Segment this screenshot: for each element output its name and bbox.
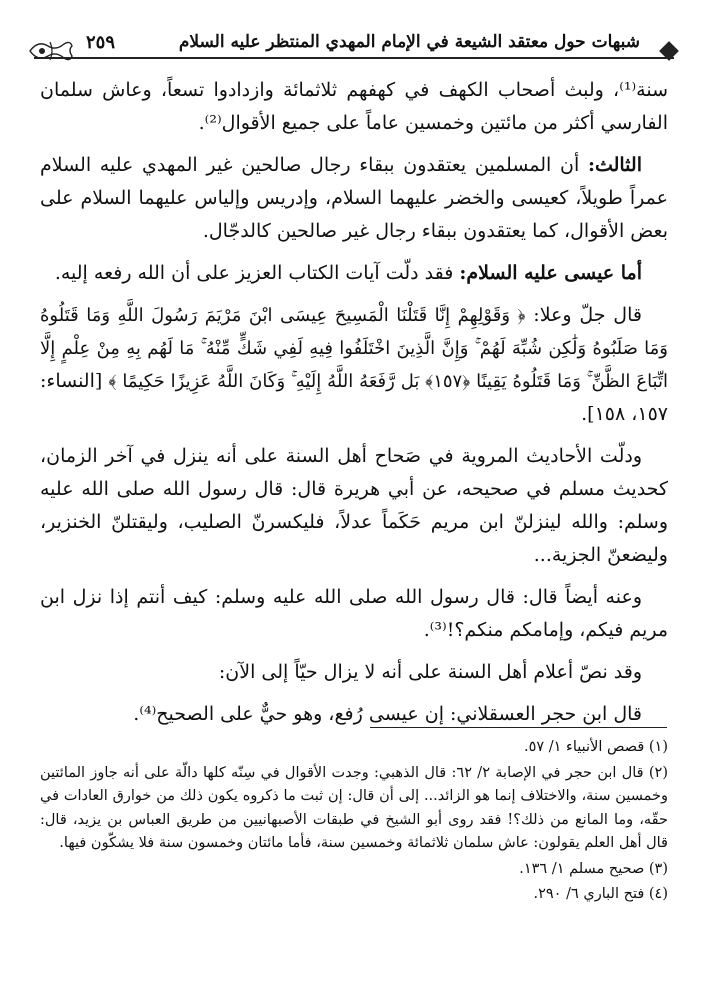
footnote-2: (٢) قال ابن حجر في الإصابة ٢/ ٦٢: قال الذهبي: وجدت الأقوال في سِنّه كلها دالّة على أنه جاوز المائتين وخمسين سنة، والاختلاف إنما هو الزائد... إلى أن قال: إن ثبت ما ذكروه يكون ذلك من خوارق العادات في حقّه، وما المانع من ذلك؟! فقد روى أبو الشيخ في طبقات الأصبهانيين من طريق العباس بن يزيد، قال: قال أهل العلم يقولون: عاش سلمان ثلاثمائة وخمسين سنة، فأما مائتان وخمسون سنة فلا يشكّون فيها.	[40, 764, 669, 851]
page-number: ٢٥٩	[86, 32, 116, 53]
paragraph-7: وقد نصّ أعلام أهل السنة على أنه لا يزال حيّاً إلى الآن:	[218, 661, 642, 683]
paragraph-8: قال ابن حجر العسقلاني: إن عيسى رُفع، وهو حيٌّ على الصحيح⁽⁴⁾.	[133, 703, 642, 725]
quran-reference: [النساء: ١٥٧، ١٥٨].	[40, 370, 668, 425]
paragraph-3-label: أما عيسى عليه السلام:	[459, 262, 642, 284]
paragraph-2-label: الثالث:	[587, 154, 642, 176]
paragraph-5: ودلّت الأحاديث المروية في صَحاح أهل السنة على أنه ينزل في آخر الزمان، كحديث مسلم في صحيحه، عن أبي هريرة قال: قال رسول الله صلى الله عليه وسلم: والله لينزلنّ ابن مريم حَكَماً عدلاً، فليكسرنّ الصليب، وليقتلنّ الخنزير، وليضعنّ الجزية...	[40, 445, 668, 566]
paragraph-6: وعنه أيضاً قال: قال رسول الله صلى الله عليه وسلم: كيف أنتم إذا نزل ابن مريم فيكم، وإمامكم منكم؟!⁽³⁾.	[40, 586, 668, 641]
header-rule	[34, 57, 674, 59]
paragraph-4	[40, 299, 668, 431]
footnote-3: (٣) صحيح مسلم ١/ ١٣٦.	[519, 860, 668, 877]
running-header	[34, 30, 674, 64]
floral-ornament-icon	[28, 36, 74, 66]
header-title: شبهات حول معتقد الشيعة في الإمام المهدي المنتظر عليه السلام	[178, 32, 640, 52]
paragraph-2-text: أن المسلمين يعتقدون ببقاء رجال صالحين غير المهدي عليه السلام عمراً طويلاً، كعيسى والخضر عليهما السلام، وإدريس وإلياس عليهما السلام على بعض الأقوال، كما يعتقدون ببقاء رجال غير صالحين كالدجّال.	[40, 154, 668, 242]
footnote-separator	[370, 727, 667, 728]
paragraph-2	[40, 149, 668, 248]
main-text	[40, 74, 668, 740]
footnote-4: (٤) فتح الباري ٦/ ٢٩٠.	[533, 886, 668, 902]
quran-intro: قال جلّ وعلا:	[525, 304, 642, 326]
paragraph-1: سنة⁽¹⁾، ولبث أصحاب الكهف في كهفهم ثلاثمائة وازدادوا تسعاً، وعاش سلمان الفارسي أكثر من مائتين وخمسين عاماً على جميع الأقوال⁽²⁾.	[40, 79, 668, 134]
paragraph-3-text: فقد دلّت آيات الكتاب العزيز على أن الله رفعه إليه.	[54, 262, 460, 284]
paragraph-3	[40, 257, 668, 290]
footnote-1: (١) قصص الأنبياء ١/ ٥٧.	[523, 739, 668, 755]
quran-verse: ﴿ وَقَوْلِهِمْ إِنَّا قَتَلْنَا الْمَسِيحَ عِيسَى ابْنَ مَرْيَمَ رَسُولَ اللَّهِ وَمَا قَتَلُوهُ وَمَا صَلَبُوهُ وَلَٰكِن شُبِّهَ لَهُمْ ۚ وَإِنَّ الَّذِينَ اخْتَلَفُوا فِيهِ لَفِي شَكٍّ مِّنْهُ ۚ مَا لَهُم بِهِ مِنْ عِلْمٍ إِلَّا اتِّبَاعَ الظَّنِّ ۚ وَمَا قَتَلُوهُ يَقِينًا ﴿١٥٧﴾ بَل رَّفَعَهُ اللَّهُ إِلَيْهِ ۚ وَكَانَ اللَّهُ عَزِيزًا حَكِيمًا ﴾	[40, 305, 668, 392]
footnotes	[40, 736, 668, 909]
